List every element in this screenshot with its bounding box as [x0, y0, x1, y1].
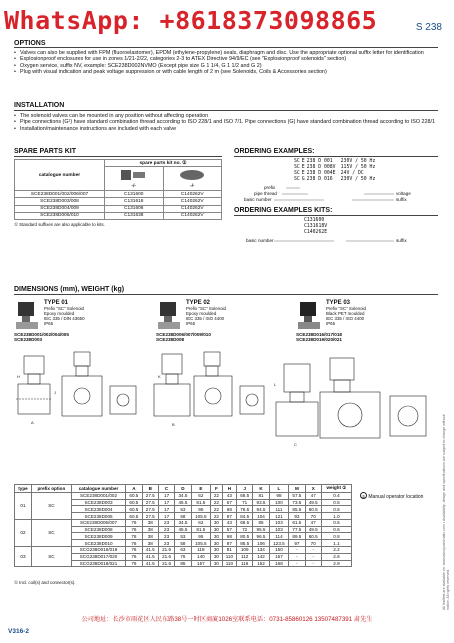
dim-value-cell: 76: [126, 526, 142, 533]
dim-value-cell: 2.2: [321, 547, 351, 554]
dim-value-cell: 96.5: [253, 533, 269, 540]
dim-value-cell: 60.5: [126, 499, 142, 506]
dim-value-cell: 152: [253, 560, 269, 567]
installation-item: • The solenoid valves can be mounted in any position without affecting operation: [14, 113, 438, 119]
kit-row: C131618 V: [304, 224, 328, 229]
dim-value-cell: 103: [269, 526, 289, 533]
ordering-section: [234, 148, 438, 246]
dim-value-cell: 71: [237, 499, 253, 506]
dim-table-body: [15, 492, 352, 567]
whatsapp-watermark: WhatsApp: +8618373098865: [4, 6, 378, 35]
dim-value-cell: -: [289, 553, 305, 560]
version-label: V316-2: [8, 628, 29, 635]
dim-value-cell: 60.5: [305, 533, 321, 540]
svg-text:C: C: [294, 442, 297, 447]
dim-type-cell: 01: [15, 492, 32, 519]
ordering-kits-table: [304, 218, 334, 236]
dim-value-cell: 106: [253, 540, 269, 547]
side-legal-text: All leaflets are available on: www.ascojoucomatic.com • Availability, design and specifications are subject to change without notice. All rights reserved.: [442, 414, 450, 610]
dim-value-cell: 17: [158, 513, 174, 520]
dim-value-cell: 134: [253, 547, 269, 554]
dim-value-cell: 27.5: [142, 506, 158, 513]
kit-row: C131600: [304, 218, 325, 223]
dim-catalogue-cell: SCE238D003: [71, 499, 125, 506]
dim-catalogue-cell: SCE238D004: [71, 506, 125, 513]
dim-value-cell: 0.6: [321, 506, 351, 513]
dim-value-cell: 57: [222, 499, 236, 506]
label-suffix: suffix: [396, 197, 407, 202]
dim-value-cell: 17: [158, 492, 174, 499]
dim-value-cell: 49.5: [305, 499, 321, 506]
dim-value-cell: 62: [191, 492, 211, 499]
dim-value-cell: 2.6: [321, 553, 351, 560]
dim-value-cell: 30: [211, 540, 223, 547]
dim-value-cell: -: [305, 547, 321, 554]
dim-value-cell: 93.5: [253, 499, 269, 506]
order-row: SC G 238 D 016 230V / 50 Hz: [294, 177, 376, 182]
dim-value-cell: 57.5: [289, 492, 305, 499]
order-row: SC E 238 D 001 230V / 50 Hz: [294, 159, 376, 164]
dim-header-row: type prefix option catalogue number A B C D E F H J K L M X weight ①: [15, 485, 352, 493]
dim-value-cell: 70: [305, 540, 321, 547]
dim-value-cell: 76.5: [237, 506, 253, 513]
dim-value-cell: 110: [222, 560, 236, 567]
dim-value-cell: 93: [289, 513, 305, 520]
dim-value-cell: 30: [211, 547, 223, 554]
dim-value-cell: 94.5: [253, 506, 269, 513]
installation-section: [14, 102, 438, 132]
spt-sub-header: spare parts kit no. ①: [105, 160, 222, 167]
dim-value-cell: 30: [211, 553, 223, 560]
svg-text:H: H: [17, 374, 20, 379]
dim-value-cell: 0.6: [321, 526, 351, 533]
dim-prefix-cell: SC: [31, 547, 71, 567]
order-row: SC E 238 D 004 E 24V / DC: [294, 171, 364, 176]
dim-value-cell: 22: [211, 513, 223, 520]
table-row: [15, 547, 352, 554]
dim-value-cell: 140: [191, 553, 211, 560]
dim-value-cell: 111: [269, 506, 289, 513]
dim-value-cell: 157: [269, 553, 289, 560]
dim-value-cell: 68.5: [237, 519, 253, 526]
dim-value-cell: 60.5: [305, 506, 321, 513]
ordering-kits-heading: ORDERING EXAMPLES KITS:: [234, 207, 333, 214]
dim-table-note: ① Incl. coil(s) and connector(s).: [14, 580, 76, 585]
dim-value-cell: 95: [191, 533, 211, 540]
dim-value-cell: 100: [269, 499, 289, 506]
table-row: SCE238D005/010 C131638 C140262V: [15, 212, 222, 219]
dim-value-cell: 77.5: [289, 526, 305, 533]
dim-value-cell: 70: [305, 513, 321, 520]
dim-value-cell: 45.5: [175, 499, 191, 506]
manual-operator-label: Manual operator location: [368, 494, 424, 500]
table-row: SCE238D001/002/006/007 C131600 C140262V: [15, 191, 222, 198]
dim-value-cell: 30: [211, 533, 223, 540]
dim-value-cell: 57: [222, 526, 236, 533]
dim-value-cell: 109: [237, 547, 253, 554]
dim-value-cell: 27.5: [142, 492, 158, 499]
coil-parts-icon: [119, 168, 149, 182]
dim-value-cell: 95: [191, 506, 211, 513]
svg-text:L: L: [274, 382, 277, 387]
dim-value-cell: 72: [237, 526, 253, 533]
dim-catalogue-cell: SCE238D010: [71, 540, 125, 547]
valve-photo-type-02: [156, 300, 182, 330]
installation-item: • Installation/maintenance instructions are included with each valve: [14, 126, 438, 132]
options-list: [14, 50, 438, 75]
dim-value-cell: 21.6: [158, 553, 174, 560]
svg-text:K: K: [158, 374, 161, 379]
dim-value-cell: 23: [158, 533, 174, 540]
dim-value-cell: 98: [269, 492, 289, 499]
dim-value-cell: 114: [269, 533, 289, 540]
dim-catalogue-cell: SCG238D017/020: [71, 553, 125, 560]
dim-value-cell: 0.8: [321, 533, 351, 540]
spare-parts-heading: SPARE PARTS KIT: [14, 148, 76, 155]
dim-value-cell: 110: [222, 553, 236, 560]
dim-value-cell: 53: [175, 533, 191, 540]
dim-catalogue-cell: SCE238D001/002: [71, 492, 125, 499]
footer-contact: 公司地址：长沙市雨花区人民东路38号一时区商廈1026室联系电话：0731-85860126 13507487391 肃先生: [81, 616, 373, 623]
dim-value-cell: 81: [253, 492, 269, 499]
dim-catalogue-cell: SCG238D016/019: [71, 547, 125, 554]
dim-value-cell: 61.5: [289, 519, 305, 526]
dim-value-cell: 123.5: [269, 540, 289, 547]
dim-value-cell: 105.5: [191, 513, 211, 520]
dim-value-cell: 41.5: [142, 560, 158, 567]
installation-list: [14, 113, 438, 132]
dim-value-cell: 0.5: [321, 499, 351, 506]
dim-value-cell: 142: [253, 553, 269, 560]
dim-catalogue-cell: SCE238D005: [71, 513, 125, 520]
spt-col-catalogue: catalogue number: [15, 160, 105, 191]
dim-value-cell: 60.5: [126, 492, 142, 499]
dim-value-cell: 112: [237, 553, 253, 560]
dim-value-cell: 121: [269, 513, 289, 520]
dim-value-cell: 0.5: [321, 519, 351, 526]
dim-value-cell: 116: [237, 560, 253, 567]
dim-value-cell: 1.0: [321, 513, 351, 520]
dim-value-cell: 23: [158, 526, 174, 533]
spt-col1-mark: -/-: [131, 184, 137, 190]
svg-text:J: J: [54, 390, 56, 395]
dimensions-section: [14, 286, 438, 297]
dim-value-cell: 34.5: [175, 519, 191, 526]
dim-value-cell: 62: [191, 519, 211, 526]
dim-value-cell: -: [289, 560, 305, 567]
dim-value-cell: 30: [211, 519, 223, 526]
dim-value-cell: 0.4: [321, 492, 351, 499]
dim-value-cell: 2.9: [321, 560, 351, 567]
header-code: S 238: [415, 22, 442, 33]
dim-prefix-cell: SC: [31, 492, 71, 519]
dim-value-cell: 73.5: [289, 499, 305, 506]
dim-value-cell: 38: [142, 540, 158, 547]
dim-value-cell: 45.5: [175, 526, 191, 533]
dim-value-cell: 27.5: [142, 513, 158, 520]
dim-value-cell: 105.5: [191, 540, 211, 547]
dim-value-cell: 76: [126, 560, 142, 567]
dim-value-cell: 76: [126, 547, 142, 554]
label-voltage: voltage: [396, 191, 411, 196]
dim-value-cell: 17: [158, 506, 174, 513]
dim-value-cell: 157: [191, 560, 211, 567]
dim-value-cell: 34.5: [175, 492, 191, 499]
dim-type-cell: 03: [15, 547, 32, 567]
dim-catalogue-cell: SCE238D006/007: [71, 519, 125, 526]
dimensions-table: [14, 484, 352, 567]
dim-value-cell: 81: [222, 547, 236, 554]
dim-value-cell: 21.6: [158, 547, 174, 554]
options-item: • Explosionproof enclosures for use in zones 1/21-2/22, categories 2-3 to ATEX Directive 94/9/EC (see "Explosionproof solenoids" section): [14, 56, 438, 62]
dim-value-cell: 58: [175, 540, 191, 547]
dim-value-cell: 76: [126, 519, 142, 526]
options-item: • Valves can also be supplied with FPM (fluoroelastomer), EPDM (ethylene-propylene) seals, diaphragm and disc. Use the appropriate optional suffix letter for identification: [14, 50, 438, 56]
dim-value-cell: 63: [175, 547, 191, 554]
spt-col2-mark: -/-: [189, 184, 195, 190]
spare-parts-section: [14, 148, 222, 228]
dim-value-cell: 22: [211, 506, 223, 513]
dim-value-cell: 23: [158, 519, 174, 526]
ordering-table: [294, 159, 375, 183]
kits-label-basic: basic number: [246, 238, 274, 243]
options-item: • Oxygen service, suffix NV, example: SCE238D002NVMO (Except pipe size G 1 1/4, G 1 1/2 and G 2): [14, 63, 438, 69]
dim-value-cell: -: [289, 547, 305, 554]
dim-value-cell: -: [305, 560, 321, 567]
dim-value-cell: 68: [222, 533, 236, 540]
table-row: SCE238D003/008 C131618 C140262V: [15, 198, 222, 205]
options-heading: OPTIONS: [14, 40, 46, 46]
dim-value-cell: 97: [289, 540, 305, 547]
spare-parts-table: [14, 159, 222, 220]
dim-value-cell: 85.5: [289, 506, 305, 513]
diaphragm-parts-icon: [177, 168, 207, 182]
dim-value-cell: 76: [126, 553, 142, 560]
dim-value-cell: 23: [158, 540, 174, 547]
dim-value-cell: 104: [253, 513, 269, 520]
table-row: [15, 519, 352, 526]
svg-text:B: B: [172, 422, 175, 427]
dim-value-cell: 21.6: [158, 560, 174, 567]
dim-value-cell: 68.5: [237, 492, 253, 499]
dim-value-cell: 118: [191, 547, 211, 554]
dim-value-cell: 17: [158, 499, 174, 506]
dim-value-cell: 58: [175, 513, 191, 520]
dim-catalogue-cell: SCE238D009: [71, 533, 125, 540]
valve-photo-type-03: [296, 300, 322, 330]
dim-catalogue-cell: SCG238D018/021: [71, 560, 125, 567]
installation-item: • Pipe connections (G¹) have standard combination thread according to ISO 228/1 and ISO 7/1. Pipe connections (G) have standard combination thread according to ISO 228/1: [14, 119, 438, 125]
options-section: [14, 40, 438, 75]
dim-value-cell: 76: [175, 553, 191, 560]
dim-value-cell: 84.5: [237, 513, 253, 520]
dim-value-cell: 81.5: [191, 526, 211, 533]
label-prefix: prefix: [264, 185, 276, 190]
label-pipe-thread: pipe thread: [254, 191, 277, 196]
svg-text:A: A: [31, 420, 34, 425]
dim-value-cell: 53: [175, 506, 191, 513]
dim-value-cell: 81.5: [191, 499, 211, 506]
dim-value-cell: 103: [269, 519, 289, 526]
dim-value-cell: 150: [269, 547, 289, 554]
dim-value-cell: 41.5: [142, 547, 158, 554]
dim-catalogue-cell: SCE238D008: [71, 526, 125, 533]
ordering-leader-lines: [234, 183, 438, 205]
dim-value-cell: 43: [222, 492, 236, 499]
kit-row: C140262 E: [304, 230, 328, 235]
label-basic-number: basic number: [244, 197, 272, 202]
manual-operator-legend: [360, 492, 430, 500]
spare-parts-note: ① Standard suffixes are also applicable to kits.: [14, 221, 105, 227]
dim-value-cell: 30: [211, 560, 223, 567]
ordering-heading: ORDERING EXAMPLES:: [234, 148, 315, 155]
manual-operator-icon: ①: [361, 494, 366, 499]
dim-value-cell: 30: [211, 526, 223, 533]
dim-value-cell: 80.5: [237, 533, 253, 540]
dim-value-cell: 95.5: [253, 526, 269, 533]
order-row: SC E 238 D 008 V 115V / 50 Hz: [294, 165, 376, 170]
dim-value-cell: -: [305, 553, 321, 560]
dim-value-cell: 89.5: [289, 533, 305, 540]
dim-value-cell: 1.1: [321, 540, 351, 547]
dim-type-cell: 02: [15, 519, 32, 546]
dim-value-cell: 38: [142, 533, 158, 540]
dim-value-cell: 60.5: [126, 506, 142, 513]
dim-value-cell: 87: [222, 513, 236, 520]
dimensions-heading: DIMENSIONS (mm), WEIGHT (kg): [14, 286, 125, 293]
dim-value-cell: 38: [142, 519, 158, 526]
dim-value-cell: 47: [305, 492, 321, 499]
dim-value-cell: 22: [211, 492, 223, 499]
dim-value-cell: 47: [305, 519, 321, 526]
dim-value-cell: 22: [211, 499, 223, 506]
dim-value-cell: 85: [253, 519, 269, 526]
dim-value-cell: 43: [222, 519, 236, 526]
table-row: [15, 492, 352, 499]
dim-value-cell: 85.5: [237, 540, 253, 547]
options-item: • Plug with visual indication and peak voltage suppression or with cable length of 2 m (see Solenoids, Coils & Accessories section): [14, 69, 438, 75]
dim-value-cell: 87: [222, 540, 236, 547]
technical-drawings: [14, 346, 438, 458]
kits-label-suffix: suffix: [396, 238, 407, 243]
dim-value-cell: 49.5: [305, 526, 321, 533]
dim-value-cell: 85: [175, 560, 191, 567]
dim-value-cell: 168: [269, 560, 289, 567]
dim-value-cell: 76: [126, 540, 142, 547]
dim-prefix-cell: SC: [31, 519, 71, 546]
dim-value-cell: 60.5: [126, 513, 142, 520]
table-row: SCE238D004/009 C131606 C140262V: [15, 205, 222, 212]
dim-value-cell: 27.5: [142, 499, 158, 506]
installation-heading: INSTALLATION: [14, 102, 65, 109]
valve-photo-type-01: [14, 300, 40, 330]
dim-value-cell: 76: [126, 533, 142, 540]
dim-value-cell: 41.5: [142, 553, 158, 560]
dim-value-cell: 68: [222, 506, 236, 513]
dim-value-cell: 38: [142, 526, 158, 533]
ordering-legend: [234, 183, 438, 205]
